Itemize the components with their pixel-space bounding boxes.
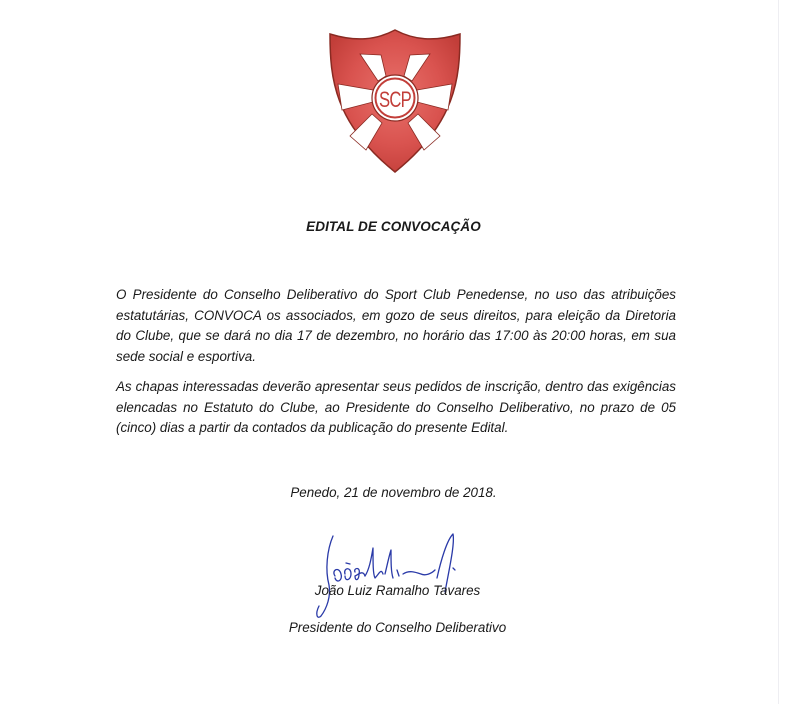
page-edge-line bbox=[778, 0, 779, 704]
document-title: EDITAL DE CONVOCAÇÃO bbox=[306, 219, 481, 234]
signer-role: Presidente do Conselho Deliberativo bbox=[288, 620, 507, 635]
handwritten-signature bbox=[313, 530, 478, 620]
place-date: Penedo, 21 de novembro de 2018. bbox=[290, 485, 497, 500]
paragraph-registration: As chapas interessadas deverão apresentar seus pedidos de inscrição, dentro das exigências elencadas no Estatuto do Clube, ao Presidente do Conselho Deliberativo, no prazo de 05 (cinco) dias a partir da contados da publicação do presente Edital. bbox=[116, 379, 676, 435]
signer-name: João Luiz Ramalho Tavares bbox=[314, 583, 481, 598]
paragraph-convocation: O Presidente do Conselho Deliberativo do Sport Club Penedense, no uso das atribuições estatutárias, CONVOCA os associados, em gozo de seus direitos, para eleição da Diretoria do Clube, que se dará no dia 17 de dezembro, no horário das 17:00 às 20:00 horas, em sua sede social e esportiva. bbox=[116, 287, 676, 364]
club-shield-logo bbox=[326, 28, 464, 174]
monogram-text: SCP bbox=[379, 87, 412, 112]
